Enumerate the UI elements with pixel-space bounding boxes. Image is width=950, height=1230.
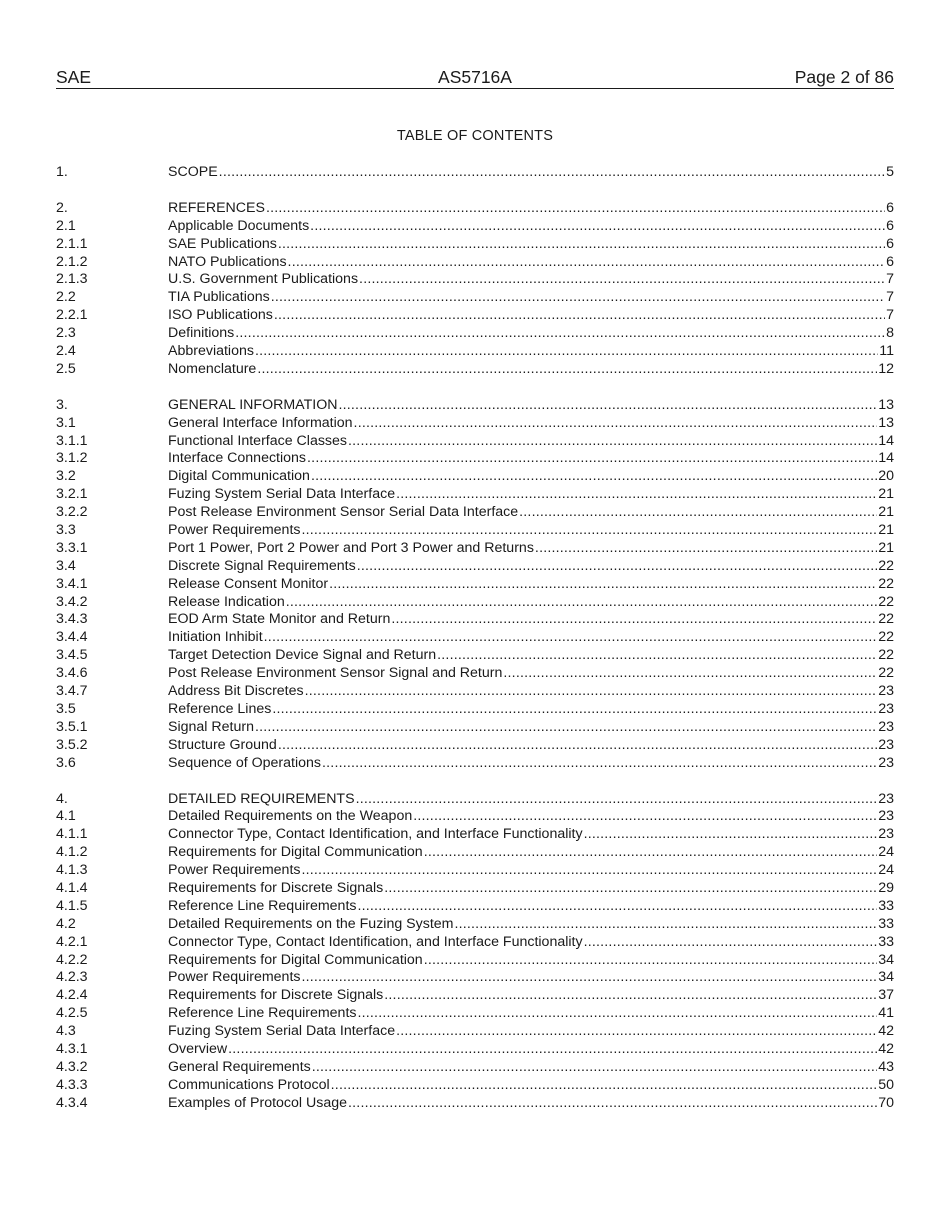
toc-entry-number: 3.2.2: [56, 504, 88, 521]
toc-entry-title: GENERAL INFORMATION: [168, 396, 338, 413]
toc-entry[interactable]: [56, 969, 894, 987]
toc-dot-leader: [257, 361, 877, 379]
toc-entry[interactable]: [56, 737, 894, 755]
toc-entry-page: 33: [878, 933, 894, 950]
toc-section-group: [56, 200, 894, 379]
toc-entry-number: 2.2.1: [56, 307, 88, 324]
toc-entry-page: 42: [878, 1023, 894, 1040]
toc-entry-number: 2.2: [56, 289, 76, 306]
toc-entry-page: 23: [878, 826, 894, 843]
toc-entry-number: 4.1.2: [56, 844, 88, 861]
toc-entry-number: 1.: [56, 164, 68, 180]
toc-entry-page: 11: [879, 343, 894, 360]
toc-entry-title: ISO Publications: [168, 307, 273, 324]
toc-entry[interactable]: [56, 1041, 894, 1059]
toc-entry-page: 21: [878, 522, 894, 539]
toc-entry-number: 4.: [56, 790, 68, 807]
toc-entry-page: 7: [886, 307, 894, 324]
toc-entry[interactable]: [56, 504, 894, 522]
toc-entry-number: 3.5.1: [56, 718, 88, 735]
toc-entry[interactable]: [56, 647, 894, 665]
toc-entry[interactable]: [56, 952, 894, 970]
toc-entry[interactable]: [56, 200, 894, 218]
toc-dot-leader: [331, 1077, 878, 1095]
toc-dot-leader: [359, 271, 885, 289]
toc-entry-number: 3.3: [56, 522, 76, 539]
toc-dot-leader: [356, 791, 878, 809]
toc-entry[interactable]: [56, 1059, 894, 1077]
toc-entry-title: Communications Protocol: [168, 1076, 330, 1093]
toc-entry-title: Nomenclature: [168, 360, 257, 377]
toc-entry-number: 2.1.3: [56, 271, 88, 288]
toc-entry-title: Connector Type, Contact Identification, and Interface Functionality: [168, 826, 583, 843]
toc-entry-page: 23: [878, 754, 894, 771]
toc-entry[interactable]: [56, 898, 894, 916]
toc-dot-leader: [274, 307, 885, 325]
toc-entry-number: 4.3.1: [56, 1040, 88, 1057]
toc-entry-title: Release Indication: [168, 593, 285, 610]
toc-dot-leader: [503, 665, 877, 683]
toc-entry-title: Digital Communication: [168, 468, 310, 485]
toc-entry-title: Applicable Documents: [168, 217, 310, 234]
toc-dot-leader: [329, 576, 877, 594]
toc-entry[interactable]: [56, 1005, 894, 1023]
toc-entry-title: DETAILED REQUIREMENTS: [168, 790, 355, 807]
toc-entry-number: 3.2.1: [56, 486, 88, 503]
toc-dot-leader: [255, 719, 877, 737]
toc-entry-number: 4.2.1: [56, 933, 88, 950]
toc-entry-title: Address Bit Discretes: [168, 683, 304, 700]
toc-entry[interactable]: [56, 468, 894, 486]
toc-entry-page: 14: [878, 450, 894, 467]
toc-dot-leader: [396, 486, 877, 504]
toc-entry-page: 37: [878, 987, 894, 1004]
toc-dot-leader: [384, 880, 877, 898]
toc-dot-leader: [584, 826, 878, 844]
toc-entry-title: Power Requirements: [168, 862, 301, 879]
toc-entry[interactable]: [56, 164, 894, 182]
toc-entry[interactable]: [56, 701, 894, 719]
toc-entry-title: TIA Publications: [168, 289, 270, 306]
toc-entry-page: 22: [878, 647, 894, 664]
toc-entry-title: Connector Type, Contact Identification, and Interface Functionality: [168, 933, 583, 950]
toc-entry[interactable]: [56, 361, 894, 379]
toc-entry-page: 20: [878, 468, 894, 485]
toc-entry[interactable]: [56, 1095, 894, 1113]
toc-entry-page: 23: [878, 808, 894, 825]
toc-entry-number: 3.4.5: [56, 647, 88, 664]
toc-entry[interactable]: [56, 719, 894, 737]
toc-entry-number: 3.4: [56, 557, 76, 574]
toc-entry-title: Requirements for Digital Communication: [168, 844, 423, 861]
toc-entry-number: 4.2: [56, 915, 76, 932]
toc-entry-page: 34: [878, 951, 894, 968]
toc-dot-leader: [288, 254, 886, 272]
toc-entry-number: 4.2.3: [56, 969, 88, 986]
toc-entry[interactable]: [56, 397, 894, 415]
toc-dot-leader: [322, 755, 877, 773]
toc-dot-leader: [301, 969, 877, 987]
toc-entry-page: 22: [878, 557, 894, 574]
toc-entry-page: 12: [878, 360, 894, 377]
toc-entry-number: 3.4.2: [56, 593, 88, 610]
toc-entry[interactable]: [56, 343, 894, 361]
toc-dot-leader: [266, 200, 885, 218]
toc-entry-number: 4.3.4: [56, 1094, 88, 1111]
toc-entry-number: 4.2.2: [56, 951, 88, 968]
toc-entry-title: General Interface Information: [168, 414, 353, 431]
toc-entry-page: 23: [878, 700, 894, 717]
toc-entry-title: Power Requirements: [168, 522, 301, 539]
toc-entry-title: Power Requirements: [168, 969, 301, 986]
toc-dot-leader: [311, 468, 877, 486]
toc-entry[interactable]: [56, 665, 894, 683]
toc-dot-leader: [424, 844, 878, 862]
toc-entry-page: 22: [878, 665, 894, 682]
toc-entry[interactable]: [56, 307, 894, 325]
toc-entry-number: 3.2: [56, 468, 76, 485]
toc-section-group: [56, 397, 894, 773]
toc-entry-number: 3.1.2: [56, 450, 88, 467]
toc-entry-title: Detailed Requirements on the Fuzing System: [168, 915, 454, 932]
toc-dot-leader: [235, 325, 885, 343]
toc-dot-leader: [307, 450, 877, 468]
toc-heading: TABLE OF CONTENTS: [396, 128, 554, 144]
toc-entry[interactable]: [56, 629, 894, 647]
toc-dot-leader: [278, 236, 885, 254]
toc-entry-page: 21: [878, 486, 894, 503]
toc-entry-page: 8: [886, 325, 894, 342]
toc-entry-page: 50: [878, 1076, 894, 1093]
toc-entry-title: Reference Line Requirements: [168, 897, 357, 914]
toc-entry-page: 23: [878, 683, 894, 700]
toc-entry-number: 2.4: [56, 343, 76, 360]
toc-entry-number: 2.5: [56, 360, 76, 377]
toc-entry[interactable]: [56, 880, 894, 898]
toc-entry-number: 3.5: [56, 700, 76, 717]
toc-section-group: [56, 791, 894, 1113]
toc-entry-title: Fuzing System Serial Data Interface: [168, 1023, 396, 1040]
toc-section-group: [56, 164, 894, 182]
toc-entry-title: Port 1 Power, Port 2 Power and Port 3 Power and Returns: [168, 539, 534, 556]
toc-entry[interactable]: [56, 683, 894, 701]
toc-entry[interactable]: [56, 450, 894, 468]
toc-entry[interactable]: [56, 415, 894, 433]
toc-dot-leader: [348, 433, 877, 451]
toc-entry-page: 22: [878, 575, 894, 592]
toc-entry-page: 13: [878, 396, 894, 413]
toc-entry[interactable]: [56, 325, 894, 343]
toc-entry-number: 4.1.1: [56, 826, 88, 843]
toc-entry-title: Definitions: [168, 325, 235, 342]
toc-entry-number: 2.1.1: [56, 235, 88, 252]
toc-entry-title: General Requirements: [168, 1058, 311, 1075]
toc-entry-page: 43: [878, 1058, 894, 1075]
toc-dot-leader: [305, 683, 878, 701]
toc-entry-number: 4.1.4: [56, 879, 88, 896]
toc-entry-title: Signal Return: [168, 718, 254, 735]
toc-entry-page: 14: [878, 432, 894, 449]
toc-entry-number: 2.1: [56, 217, 76, 234]
toc-entry[interactable]: [56, 987, 894, 1005]
toc-entry[interactable]: [56, 791, 894, 809]
toc-dot-leader: [454, 916, 877, 934]
toc-dot-leader: [278, 737, 877, 755]
toc-entry-title: Release Consent Monitor: [168, 575, 329, 592]
toc-entry-page: 24: [878, 844, 894, 861]
toc-entry-number: 3.1.1: [56, 432, 88, 449]
toc-entry-title: Functional Interface Classes: [168, 432, 348, 449]
toc-entry-title: Requirements for Discrete Signals: [168, 879, 384, 896]
toc-entry-page: 42: [878, 1040, 894, 1057]
toc-entry-number: 4.1: [56, 808, 76, 825]
toc-entry[interactable]: [56, 934, 894, 952]
toc-entry[interactable]: [56, 522, 894, 540]
toc-entry[interactable]: [56, 271, 894, 289]
toc-entry[interactable]: [56, 558, 894, 576]
toc-entry[interactable]: [56, 486, 894, 504]
toc-entry-number: 3.4.1: [56, 575, 88, 592]
toc-entry-number: 3.5.2: [56, 736, 88, 753]
toc-entry-title: Post Release Environment Sensor Signal and Return: [168, 665, 503, 682]
toc-entry-page: 33: [878, 915, 894, 932]
toc-entry[interactable]: [56, 844, 894, 862]
toc-entry-page: 6: [886, 235, 894, 252]
toc-entry[interactable]: [56, 540, 894, 558]
toc-entry[interactable]: [56, 433, 894, 451]
toc-dot-leader: [424, 952, 878, 970]
toc-entry-number: 4.1.3: [56, 862, 88, 879]
toc-dot-leader: [264, 629, 878, 647]
toc-entry-title: NATO Publications: [168, 253, 287, 270]
toc-dot-leader: [348, 1095, 877, 1113]
toc-entry-title: EOD Arm State Monitor and Return: [168, 611, 391, 628]
toc-entry-page: 23: [878, 790, 894, 807]
toc-entry-page: 7: [886, 289, 894, 306]
toc-entry[interactable]: [56, 1077, 894, 1095]
toc-entry-page: 21: [878, 504, 894, 521]
toc-dot-leader: [272, 701, 877, 719]
toc-entry-title: Requirements for Digital Communication: [168, 951, 423, 968]
toc-entry-page: 70: [878, 1094, 894, 1111]
toc-entry-number: 3.4.3: [56, 611, 88, 628]
toc-dot-leader: [413, 808, 877, 826]
toc-entry-number: 4.2.4: [56, 987, 88, 1004]
toc-entry-title: Interface Connections: [168, 450, 307, 467]
toc-entry-page: 22: [878, 593, 894, 610]
toc-entry-page: 24: [878, 862, 894, 879]
toc-entry-title: Target Detection Device Signal and Return: [168, 647, 437, 664]
toc-dot-leader: [310, 218, 885, 236]
toc-dot-leader: [228, 1041, 877, 1059]
toc-entry-page: 22: [878, 629, 894, 646]
toc-entry-page: 22: [878, 611, 894, 628]
toc-entry-title: Fuzing System Serial Data Interface: [168, 486, 396, 503]
toc-dot-leader: [396, 1023, 877, 1041]
toc-entry[interactable]: [56, 1023, 894, 1041]
toc-entry-page: 13: [878, 414, 894, 431]
document-number: AS5716A: [438, 67, 512, 87]
toc-entry-page: 6: [886, 253, 894, 270]
toc-entry[interactable]: [56, 826, 894, 844]
toc-entry[interactable]: [56, 218, 894, 236]
toc-dot-leader: [286, 594, 877, 612]
toc-dot-leader: [312, 1059, 877, 1077]
toc-dot-leader: [301, 522, 877, 540]
toc-entry-title: Initiation Inhibit: [168, 629, 263, 646]
toc-entry-title: Requirements for Discrete Signals: [168, 987, 384, 1004]
toc-entry-page: 6: [886, 199, 894, 216]
page-header: [56, 67, 894, 89]
toc-entry-page: 5: [886, 164, 894, 180]
toc-entry[interactable]: [56, 289, 894, 307]
toc-entry[interactable]: [56, 808, 894, 826]
toc-dot-leader: [354, 415, 878, 433]
toc-entry-title: SCOPE: [168, 164, 218, 180]
toc-entry-number: 3.3.1: [56, 539, 88, 556]
toc-dot-leader: [519, 504, 877, 522]
toc-entry-title: Reference Lines: [168, 700, 272, 717]
toc-entry-number: 3.: [56, 396, 68, 413]
toc-entry-page: 21: [878, 539, 894, 556]
toc-entry-title: SAE Publications: [168, 235, 277, 252]
toc-entry-page: 33: [878, 897, 894, 914]
toc-dot-leader: [357, 898, 877, 916]
toc-entry-number: 2.1.2: [56, 253, 88, 270]
toc-entry-page: 34: [878, 969, 894, 986]
toc-entry-number: 3.4.6: [56, 665, 88, 682]
toc-entry[interactable]: [56, 576, 894, 594]
toc-entry-page: 23: [878, 736, 894, 753]
toc-entry-number: 4.2.5: [56, 1005, 88, 1022]
toc-dot-leader: [338, 397, 877, 415]
toc-entry-title: REFERENCES: [168, 199, 265, 216]
toc-entry-title: Structure Ground: [168, 736, 277, 753]
toc-dot-leader: [357, 558, 878, 576]
toc-dot-leader: [391, 611, 877, 629]
toc-entry-number: 3.4.7: [56, 683, 88, 700]
toc-entry[interactable]: [56, 611, 894, 629]
toc-entry[interactable]: [56, 254, 894, 272]
toc-dot-leader: [437, 647, 877, 665]
table-of-contents: [56, 164, 894, 1131]
toc-entry[interactable]: [56, 916, 894, 934]
publisher-name: SAE: [56, 67, 92, 87]
toc-entry[interactable]: [56, 594, 894, 612]
toc-entry-number: 4.3: [56, 1023, 76, 1040]
toc-entry-title: Detailed Requirements on the Weapon: [168, 808, 413, 825]
toc-entry-page: 29: [878, 879, 894, 896]
toc-dot-leader: [357, 1005, 877, 1023]
toc-dot-leader: [219, 164, 885, 182]
toc-entry-title: Post Release Environment Sensor Serial Data Interface: [168, 504, 519, 521]
toc-entry-number: 3.6: [56, 754, 76, 771]
toc-entry-title: Examples of Protocol Usage: [168, 1094, 348, 1111]
toc-entry-number: 3.1: [56, 414, 76, 431]
toc-dot-leader: [271, 289, 885, 307]
toc-entry-page: 7: [886, 271, 894, 288]
toc-entry-page: 41: [878, 1005, 894, 1022]
toc-entry[interactable]: [56, 236, 894, 254]
toc-entry-number: 2.: [56, 199, 68, 216]
toc-entry[interactable]: [56, 755, 894, 773]
toc-dot-leader: [301, 862, 877, 880]
toc-entry-title: Discrete Signal Requirements: [168, 557, 356, 574]
toc-entry-title: Reference Line Requirements: [168, 1005, 357, 1022]
toc-entry[interactable]: [56, 862, 894, 880]
toc-dot-leader: [584, 934, 878, 952]
toc-entry-number: 4.1.5: [56, 897, 88, 914]
toc-entry-title: Overview: [168, 1040, 228, 1057]
toc-dot-leader: [384, 987, 877, 1005]
toc-entry-title: Abbreviations: [168, 343, 254, 360]
toc-entry-number: 3.4.4: [56, 629, 88, 646]
page-indicator: Page 2 of 86: [794, 67, 894, 87]
toc-entry-number: 2.3: [56, 325, 76, 342]
toc-entry-page: 23: [878, 718, 894, 735]
toc-dot-leader: [535, 540, 877, 558]
toc-entry-number: 4.3.3: [56, 1076, 88, 1093]
toc-dot-leader: [255, 343, 878, 361]
toc-entry-page: 6: [886, 217, 894, 234]
toc-entry-title: Sequence of Operations: [168, 754, 322, 771]
toc-entry-number: 4.3.2: [56, 1058, 88, 1075]
toc-entry-title: U.S. Government Publications: [168, 271, 359, 288]
